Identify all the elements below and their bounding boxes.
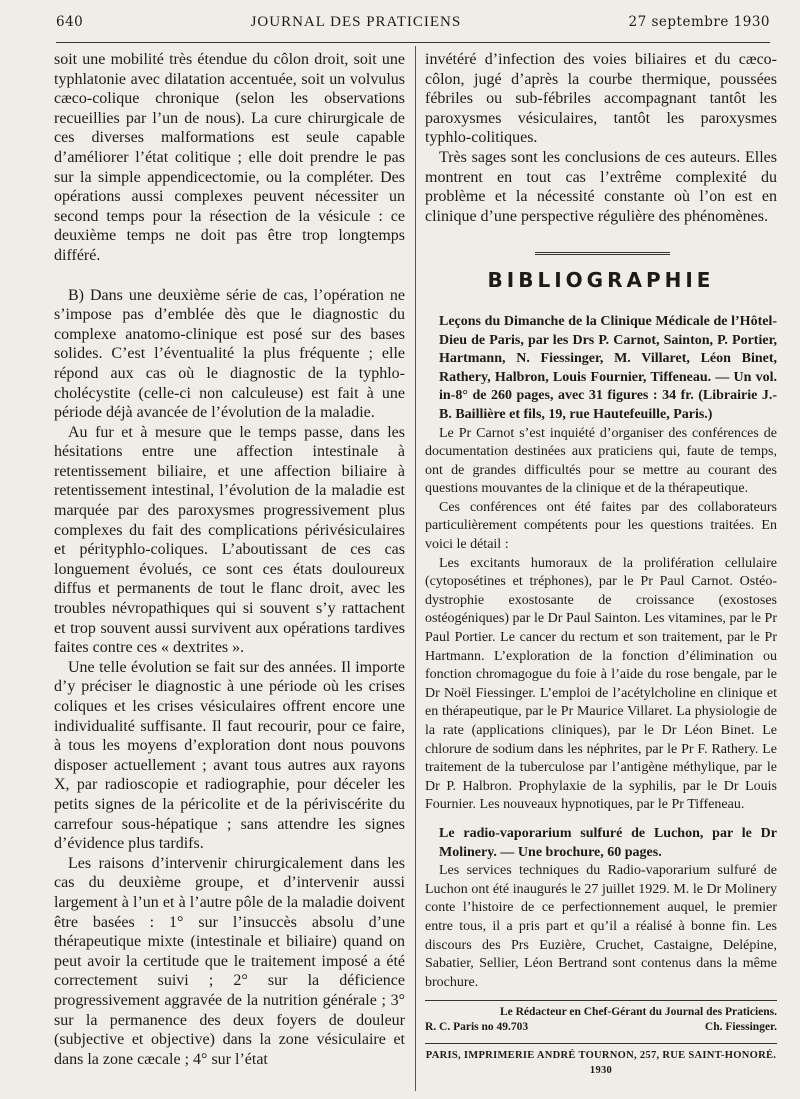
bibliography-section [425,313,777,992]
page-footer [425,1005,777,1078]
section-divider [535,252,670,257]
column-divider [415,46,416,1091]
bibliography-entry-citation: Le radio-vaporarium sulfuré de Luchon, par le Dr Molinery. — Une brochure, 60 pages. [439,825,777,860]
footer-divider [425,1000,777,1001]
paragraph: Les excitants humoraux de la prolifération cellulaire (cytoposétines et tréphones), par le Pr Paul Carnot. Ostéo-dystrophie exostosante de croissance (exostoses ostéogéniques) par le Dr Paul Sainton. Les vitamines, par le Pr Paul Portier. Le cancer du rectum et son traitement, par le Pr Hartmann. L’exploration de la fonction d’élimination ou fonction chromagogue du foie à l’aide du rose bengale, par le Dr Noël Fiessinger. L’emploi de l’acétylcholine en clinique et en thérapeutique, par le Pr Maurice Villaret. La physiologie de la rate (applications cliniques), par le Dr Léon Binet. Le chlorure de sodium dans les néphrites, par le Pr F. Rathery. Le traitement de la tuberculose par l’antigène méthylique, par le Dr P. Halbron. Prophylaxie de la syphilis, par le Dr Louis Fournier. Les nouveaux hypnotiques, par le Pr Tiffeneau. [425,555,777,813]
paragraph: Au fur et à mesure que le temps passe, dans les hésitations entre une affection intestinale à retentissement biliaire, et une affection biliaire à retentissement intestinal, l’évolution de la maladie est marquée par des paroxysmes progressivement plus complexes du fait des complications périvésiculaires et pérityphlo-coliques. L’aboutissant de ces cas longuement évolués, ce sont ces états douloureux diffus et permanents de tout le flanc droit, avec les troubles névropathiques qui si souvent s’y rattachent et trop souvent aussi survivent aux opérations tardives faites contre ces « dextrites ». [54,423,405,657]
editor-signature: Ch. Fiessinger. [704,1021,777,1034]
paragraph: invétéré d’infection des voies biliaires et du cæco-côlon, jugé d’après la courbe thermique, poussées fébriles ou sub-fébriles accompagnant tantôt les paroxysmes vésiculaires, tantôt les paroxysmes typhlo-colitiques. [425,51,777,147]
paragraph: Le Pr Carnot s’est inquiété d’organiser des conférences de documentation destinées aux praticiens qui, faute de temps, ont de grandes difficultés pour se mettre au courant des questions mouvantes de la clinique et de la thérapeutique. [425,425,777,497]
editor-line: Le Rédacteur en Chef-Gérant du Journal des Praticiens. [499,1006,777,1019]
page-header [56,14,770,43]
bibliography-entry-citation: Leçons du Dimanche de la Clinique Médicale de l’Hôtel-Dieu de Paris, par les Drs P. Carnot, Sainton, P. Portier, Hartmann, N. Fiessinger, M. Villaret, Léon Binet, Rathery, Halbron, Louis Fournier, Tiffeneau. — Un vol. in-8° de 260 pages, avec 31 figures : 34 fr. (Librairie J.-B. Baillière et fils, 19, rue Hautefeuille, Paris.) [439,313,777,422]
registration-number: R. C. Paris no 49.703 [425,1021,529,1034]
issue-date: 27 septembre 1930 [628,14,770,30]
left-column [54,50,405,1069]
paragraph: Les raisons d’intervenir chirurgicalement dans les cas du deuxième groupe, et d’intervenir aussi largement à l’un et à l’autre pôle de la maladie doivent être basées : 1° sur l’insuccès absolu d’une thérapeutique mixte (intestinale et biliaire) quand on peut avoir la certitude que le traitement imposé a été correctement suivi ; 2° sur la déficience progressivement aggravée de la nutrition générale ; 3° sur la permanence des deux foyers de douleur (subjective et objective) dans la zone vésiculaire et dans la zone cæcale ; 4° sur l’état [54,854,405,1068]
bibliography-heading: BIBLIOGRAPHIE [487,268,715,293]
printer-line: PARIS, IMPRIMERIE ANDRÉ TOURNON, 257, RUE SAINT-HONORÉ. 1930 [425,1050,777,1077]
journal-title: JOURNAL DES PRATICIENS [250,14,462,30]
paragraph: Très sages sont les conclusions de ces auteurs. Elles montrent en tout cas l’extrême complexité du problème et la nécessité constante où l’on est en clinique d’une perspective régulière des phénomènes. [425,148,777,225]
paragraph: Les services techniques du Radio-vaporarium sulfuré de Luchon ont été inaugurés le 27 juillet 1929. M. le Dr Molinery conte l’histoire de ce perfectionnement auquel, le premier entre tous, il a pris part et qu’il a réalisé à bonne fin. Les discours des Prs Euzière, Cruchet, Castaigne, Delépine, Sabatier, Sellier, Léon Bertrand sont contenus dans la même brochure. [425,863,777,990]
right-column [425,50,777,1078]
paragraph: soit une mobilité très étendue du côlon droit, soit une typhlatonie avec dilatation accentuée, soit un volvulus cæco-colique chronique (selon les observations recueillies par l’un de nous). La cure chirurgicale de ces diverses malformations est seule capable d’améliorer l’état colitique ; elle doit prendre le pas sur la simple appendicectomie, ou la compléter. Des opérations aussi complexes peuvent nécessiter un second temps pour la résection de la vésicule : ce deuxième temps ne doit pas être trop longtemps différé. [54,51,405,264]
paragraph: Une telle évolution se fait sur des années. Il importe d’y préciser le diagnostic à une période où les crises coliques et les crises vésiculaires offrent encore une individualité suffisante. Il faut recourir, pour ce faire, à tous les moyens d’exploration dont nous pouvons disposer actuellement ; avant tous autres aux rayons X, par radioscopie et radiographie, pour déceler les petits signes de la péricolite et de la périviscérite du carrefour sous-hépatique ; sans attendre les signes d’évidence plus tardifs. [54,658,405,853]
paragraph: Ces conférences ont été faites par des collaborateurs particulièrement compétents pour les questions traitées. En voici le détail : [425,499,777,553]
page-number: 640 [56,14,84,30]
paragraph: B) Dans une deuxième série de cas, l’opération ne s’impose pas d’emblée dès que le diagnostic du complexe anatomo-clinique est posé sur des bases solides. C’est l’éventualité la plus fréquente ; elle répond aux cas où le diagnostic de la typhlo-cholécystite (celle-ci non calculeuse) est fait à une période déjà avancée de l’évolution de la maladie. [54,286,405,422]
